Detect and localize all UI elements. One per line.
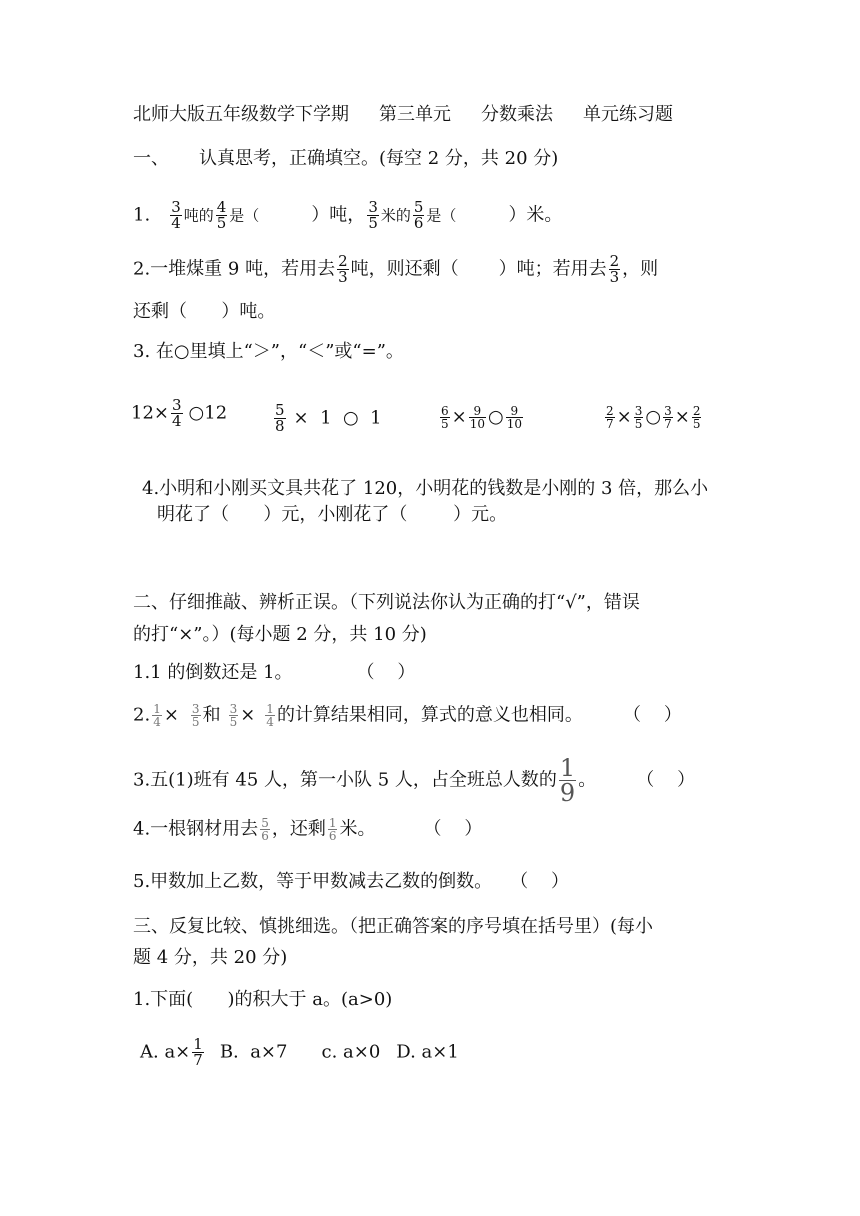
s1-q1-text: 吨的 <box>183 206 214 225</box>
s1-q2 <box>133 254 658 285</box>
s1-q1-text: ）吨， <box>311 204 366 226</box>
answer-paren: （ ） <box>636 769 696 791</box>
fraction: $\frac{3}{4}$ <box>171 198 181 232</box>
fraction: $\frac{3}{5}$ <box>191 702 200 729</box>
title-part2: 第三单元 <box>379 104 451 125</box>
s1-q3-expr1: 12× $\frac{3}{4}$ ○12 <box>131 396 228 430</box>
fraction: $\frac{3}{5}$ <box>368 198 378 232</box>
option-b: B. a×7 <box>219 1041 288 1063</box>
fraction: $\frac{9}{10}$ <box>506 404 523 431</box>
s1-q4-line1: 4.小明和小刚买文具共花了 120，小明花的钱数是小刚的 3 倍，那么小 <box>142 478 709 499</box>
option-a: A. a× <box>140 1041 191 1063</box>
answer-paren: （ ） <box>356 662 416 683</box>
s1-q2-text: ，则 <box>622 258 659 280</box>
fraction: $\frac{1}{4}$ <box>266 702 274 729</box>
fraction: $\frac{2}{3}$ <box>338 252 348 286</box>
option-d: D. a×1 <box>396 1041 459 1063</box>
s1-q3-expr2: $\frac{5}{8}$ × 1 ○ 1 <box>275 401 382 435</box>
s1-q4-line2: 明花了（ ）元，小刚花了（ ）元。 <box>157 504 508 525</box>
fraction: $\frac{2}{3}$ <box>609 252 620 286</box>
fraction: $\frac{3}{5}$ <box>634 404 643 431</box>
s1-q2-text: 2.一堆煤重 9 吨，若用去 <box>133 258 336 280</box>
fraction: $\frac{3}{5}$ <box>229 702 238 729</box>
title-part1: 北师大版五年级数学下学期 <box>133 104 349 125</box>
s1-q3-expr4: $\frac{2}{7}$ × $\frac{3}{5}$ ○ $\frac{3}{7}$ × $\frac{2}{5}$ <box>606 404 701 431</box>
title-part3: 分数乘法 <box>481 104 553 125</box>
s1-q1-number: 1. <box>133 204 151 226</box>
section1-heading <box>133 150 558 168</box>
s1-q2-text: 吨，则还剩（ <box>350 258 459 280</box>
s1-q1-text: ）米。 <box>508 204 563 226</box>
answer-paren: （ ） <box>423 818 483 840</box>
fraction: $\frac{3}{7}$ <box>664 404 672 431</box>
fraction: $\frac{2}{5}$ <box>692 404 701 431</box>
s1-q1-text: 米的 <box>380 206 411 225</box>
answer-paren: （ ） <box>510 871 570 892</box>
fraction: $\frac{5}{8}$ <box>275 401 285 435</box>
s1-q1 <box>133 200 562 231</box>
s2-q4: 4.一根钢材用去 $\frac{5}{6}$ ，还剩 $\frac{1}{6}$ 米。 （ ） <box>133 816 483 843</box>
s1-q3-expr3: $\frac{6}{5}$ × $\frac{9}{10}$ ○ $\frac{9}{10}$ <box>441 404 523 431</box>
s2-q5: 5.甲数加上乙数，等于甲数减去乙数的倒数。 （ ） <box>133 871 570 892</box>
section2-heading-line1: 二、仔细推敲、辨析正误。（下列说法你认为正确的打“√”，错误 <box>133 592 640 613</box>
fraction: $\frac{1}{4}$ <box>153 702 161 729</box>
fraction: $\frac{9}{10}$ <box>469 404 486 431</box>
s1-q2-text: ）吨；若用去 <box>498 258 607 280</box>
s2-q3: 3.五(1)班有 45 人，第一小队 5 人，占全班总人数的 $\frac{1}{9}$ 。 （ ） <box>133 754 696 807</box>
fraction: $\frac{3}{4}$ <box>172 396 182 430</box>
fraction: $\frac{5}{6}$ <box>261 816 269 843</box>
fraction: $\frac{6}{5}$ <box>441 404 449 431</box>
section3-heading-line2: 题 4 分，共 20 分) <box>133 947 288 968</box>
fraction: $\frac{1}{9}$ <box>559 754 576 807</box>
s1-q1-text: 是（ <box>426 206 457 225</box>
s1-q1-text: 是（ <box>229 206 260 225</box>
section2-heading-line2: 的打“×”。）(每小题 2 分，共 10 分) <box>133 624 427 645</box>
option-c: c. a×0 <box>321 1041 381 1063</box>
s2-q2: 2. $\frac{1}{4}$ × $\frac{3}{5}$ 和 $\frac{3}{5}$ × $\frac{1}{4}$ 的计算结果相同，算式的意义也相同。 （ ） <box>133 702 682 729</box>
section1-number: 一、 <box>133 148 169 169</box>
page-title <box>133 106 673 124</box>
s1-q3: 3. 在○里填上“＞”，“＜”或“=”。 <box>133 341 404 362</box>
fraction: $\frac{4}{5}$ <box>216 198 227 232</box>
s2-q1: 1.1 的倒数还是 1。 （ ） <box>133 662 416 683</box>
s3-q1-options <box>140 1037 459 1068</box>
s1-q2-line2: 还剩（ ）吨。 <box>133 301 276 322</box>
title-part4: 单元练习题 <box>583 104 673 125</box>
fraction: $\frac{1}{7}$ <box>193 1035 203 1069</box>
fraction: $\frac{5}{6}$ <box>413 198 424 232</box>
section3-heading-line1: 三、反复比较、慎挑细选。（把正确答案的序号填在括号里）(每小 <box>133 916 654 937</box>
fraction: $\frac{1}{6}$ <box>328 816 337 843</box>
fraction: $\frac{2}{7}$ <box>606 404 614 431</box>
answer-paren: （ ） <box>622 704 682 726</box>
section1-title: 认真思考，正确填空。(每空 2 分，共 20 分) <box>199 148 559 169</box>
s3-q1: 1.下面( )的积大于 a。(a>0) <box>133 989 393 1010</box>
